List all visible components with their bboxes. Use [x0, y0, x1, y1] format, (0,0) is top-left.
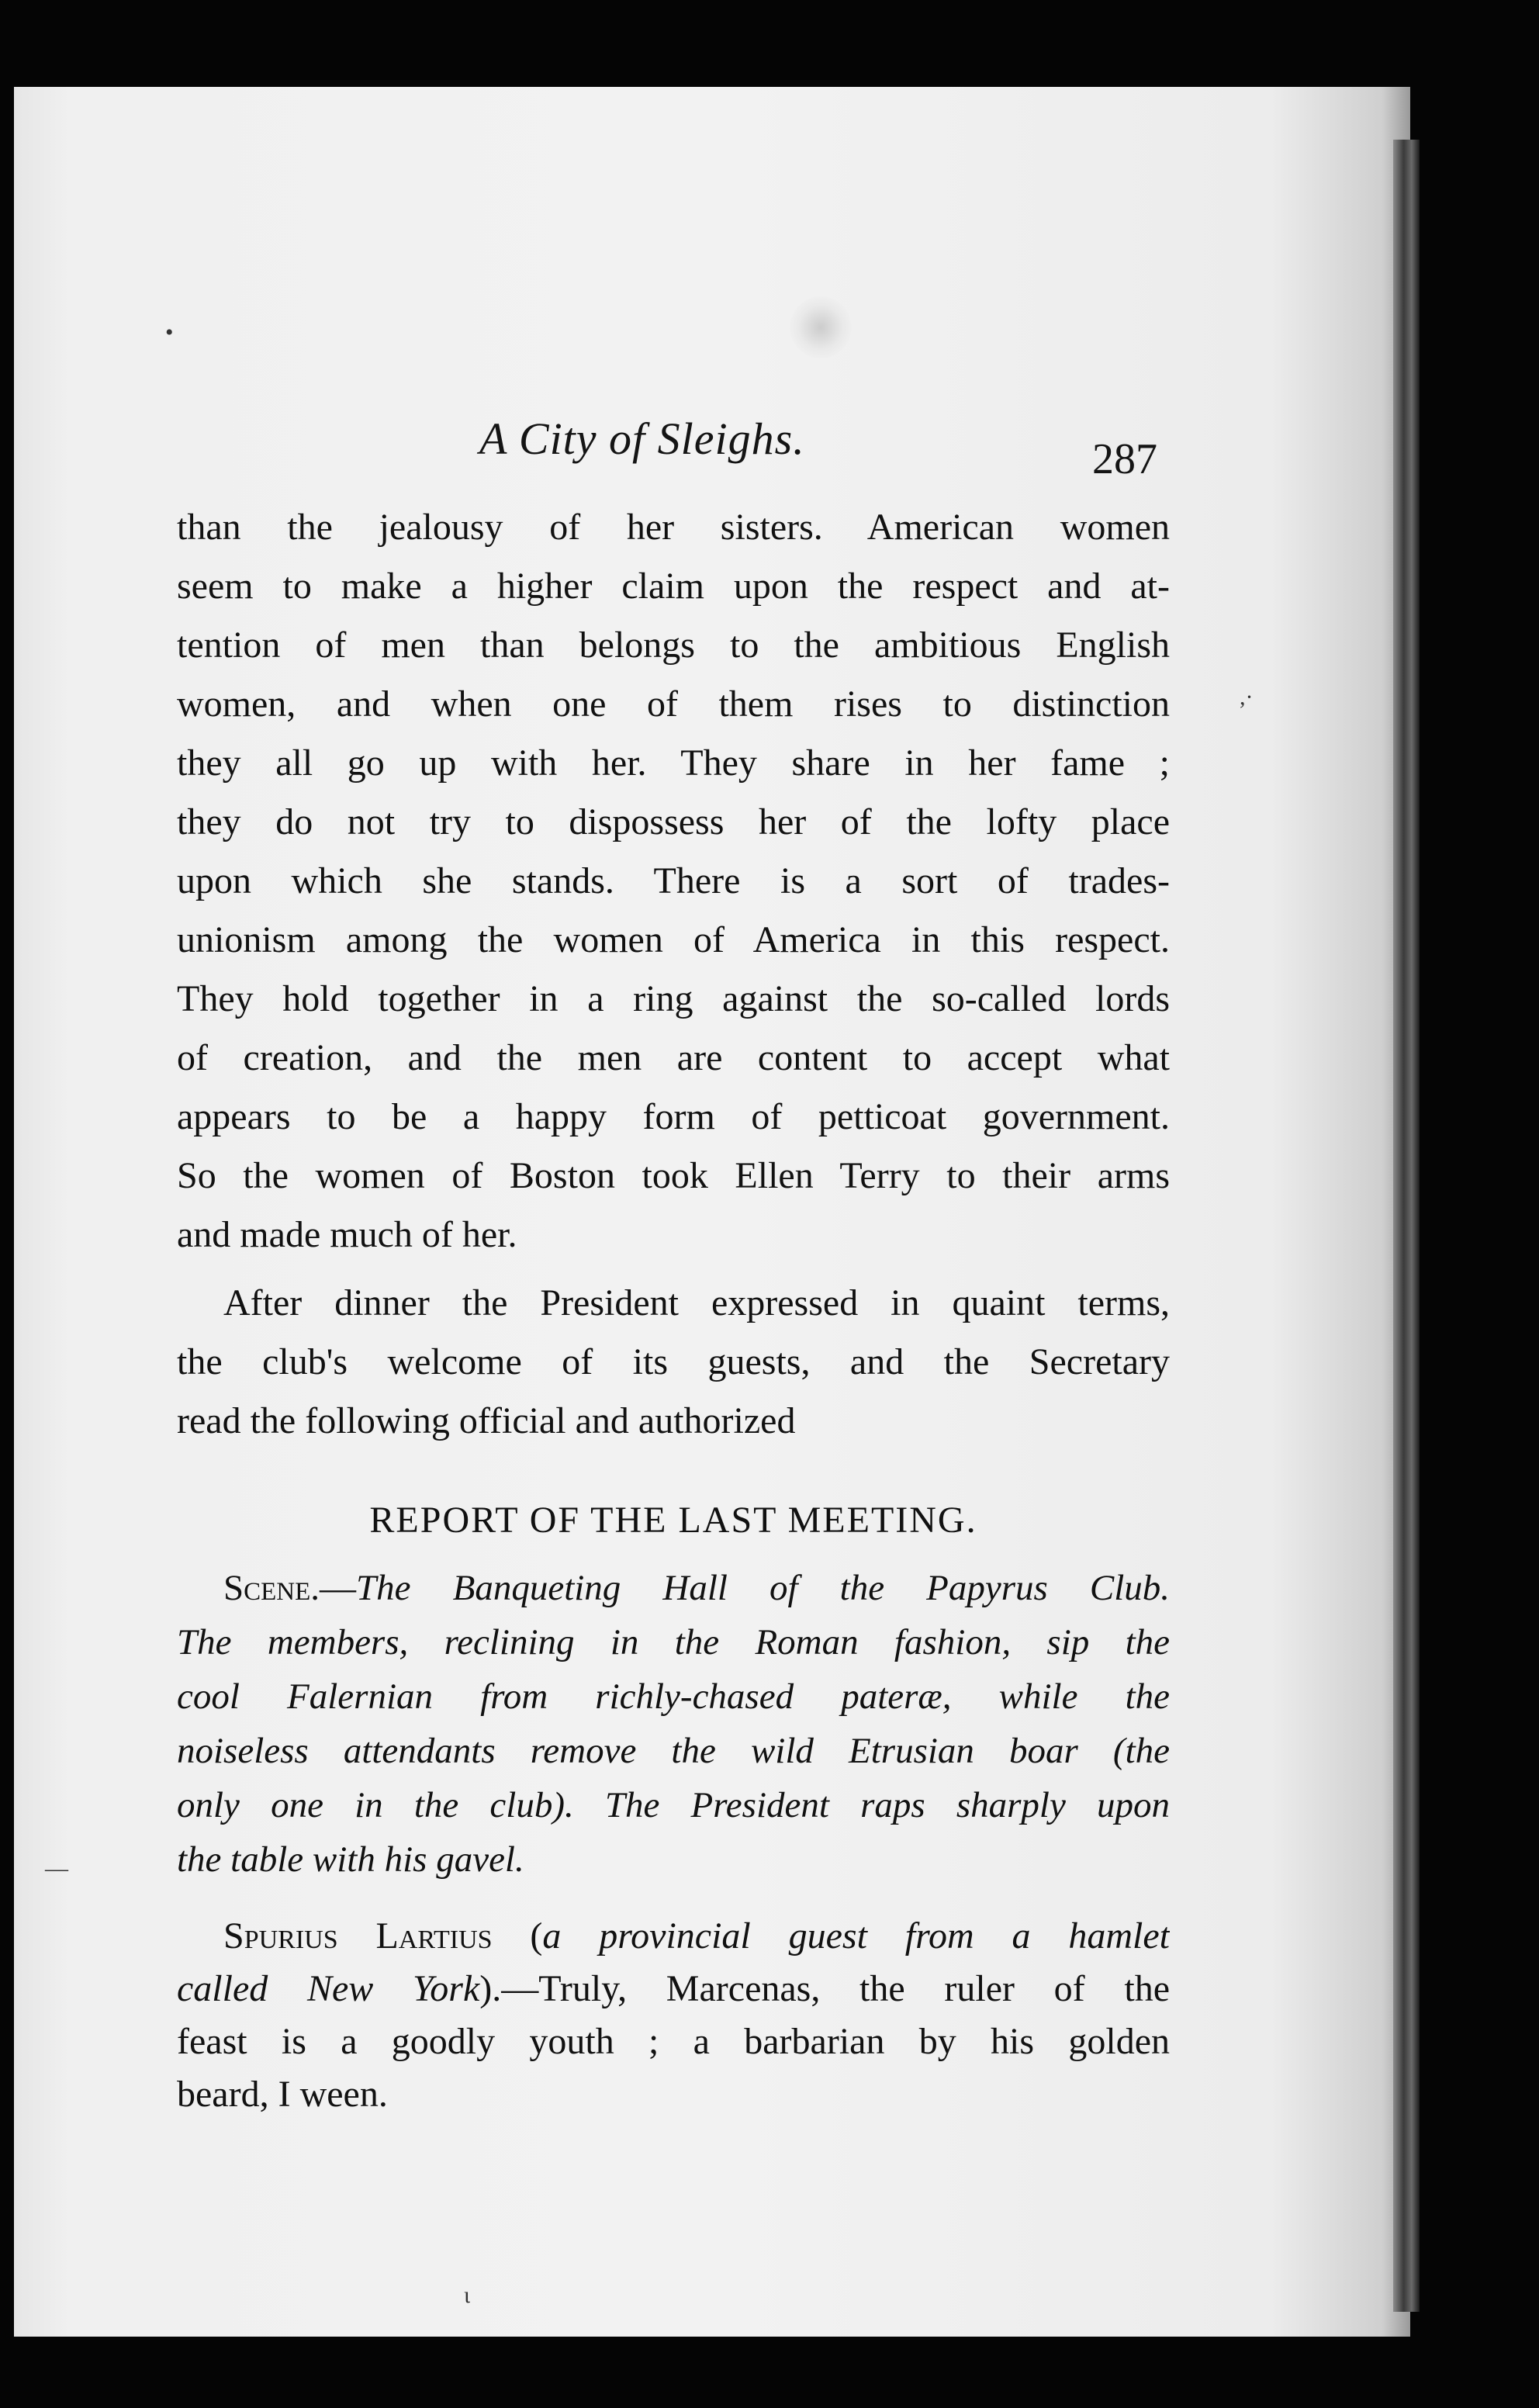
speaker-name: Spurius Lartius — [223, 1915, 493, 1956]
page-number: 287 — [1092, 435, 1157, 483]
text-line: After dinner the President expressed in quaint terms, — [223, 1282, 1170, 1323]
stage-open: ( — [530, 1915, 543, 1956]
text-line: of creation, and the men are content to accept what — [177, 1037, 1170, 1078]
scene-paragraph — [177, 1561, 1170, 1887]
running-head: A City of Sleighs. — [479, 413, 805, 464]
text-line: they do not try to dispossess her of the lofty place — [177, 801, 1170, 842]
speech-first-line — [177, 1910, 1170, 1963]
text-line: upon which she stands. There is a sort of trades- — [177, 860, 1170, 901]
text-line: and made much of her. — [177, 1214, 517, 1255]
scene-first-line — [177, 1561, 1170, 1615]
text-line: seem to make a higher claim upon the respect and at- — [177, 566, 1170, 607]
text-line: So the women of Boston took Ellen Terry to their arms — [177, 1155, 1170, 1196]
scene-dash: — — [320, 1568, 357, 1608]
scene-line: cool Falernian from richly-chased pateræ, while the — [177, 1676, 1170, 1717]
speech-paragraph — [177, 1910, 1170, 2121]
speech-second-line — [177, 1963, 1170, 2015]
ink-speck: ,· — [1240, 684, 1254, 710]
text-line: women, and when one of them rises to distinction — [177, 683, 1170, 725]
text-line: they all go up with her. They share in her fame ; — [177, 742, 1170, 784]
paper-stain — [790, 296, 852, 358]
scene-line: The members, reclining in the Roman fashion, sip the — [177, 1622, 1170, 1662]
text-line: appears to be a happy form of petticoat government. — [177, 1096, 1170, 1137]
section-heading: REPORT OF THE LAST MEETING. — [369, 1500, 977, 1541]
scene-text: The Banqueting Hall of the Papyrus Club. — [356, 1568, 1170, 1608]
ink-speck: ι — [464, 2282, 471, 2308]
ink-speck: — — [45, 1856, 68, 1881]
page-edge — [1393, 140, 1420, 2312]
text-line: tention of men than belongs to the ambitious English — [177, 624, 1170, 666]
text-line: read the following official and authorized — [177, 1400, 796, 1441]
speech-line: feast is a goodly youth ; a barbarian by his golden — [177, 2021, 1170, 2062]
text-line: They hold together in a ring against the so-called lords — [177, 978, 1170, 1019]
paragraph-1 — [177, 498, 1170, 1265]
text-line: the club's welcome of its guests, and the Secretary — [177, 1341, 1170, 1382]
scene-line: noiseless attendants remove the wild Etrusian boar (the — [177, 1731, 1170, 1771]
speech-line: beard, I ween. — [177, 2074, 388, 2115]
text-line: than the jealousy of her sisters. American women — [177, 507, 1170, 548]
stage-direction: a provincial guest from a hamlet — [542, 1915, 1170, 1956]
stage-direction-place: called New York — [177, 1968, 480, 2009]
paragraph-2 — [177, 1274, 1170, 1451]
scene-line: the table with his gavel. — [177, 1839, 524, 1880]
scene-line: only one in the club). The President raps sharply upon — [177, 1785, 1170, 1825]
book-page — [14, 87, 1410, 2337]
speech-text: ).—Truly, Marcenas, the ruler of the — [479, 1968, 1170, 2009]
text-line: unionism among the women of America in this respect. — [177, 919, 1170, 960]
ink-speck: • — [165, 320, 174, 345]
scene-label: Scene. — [223, 1568, 320, 1608]
